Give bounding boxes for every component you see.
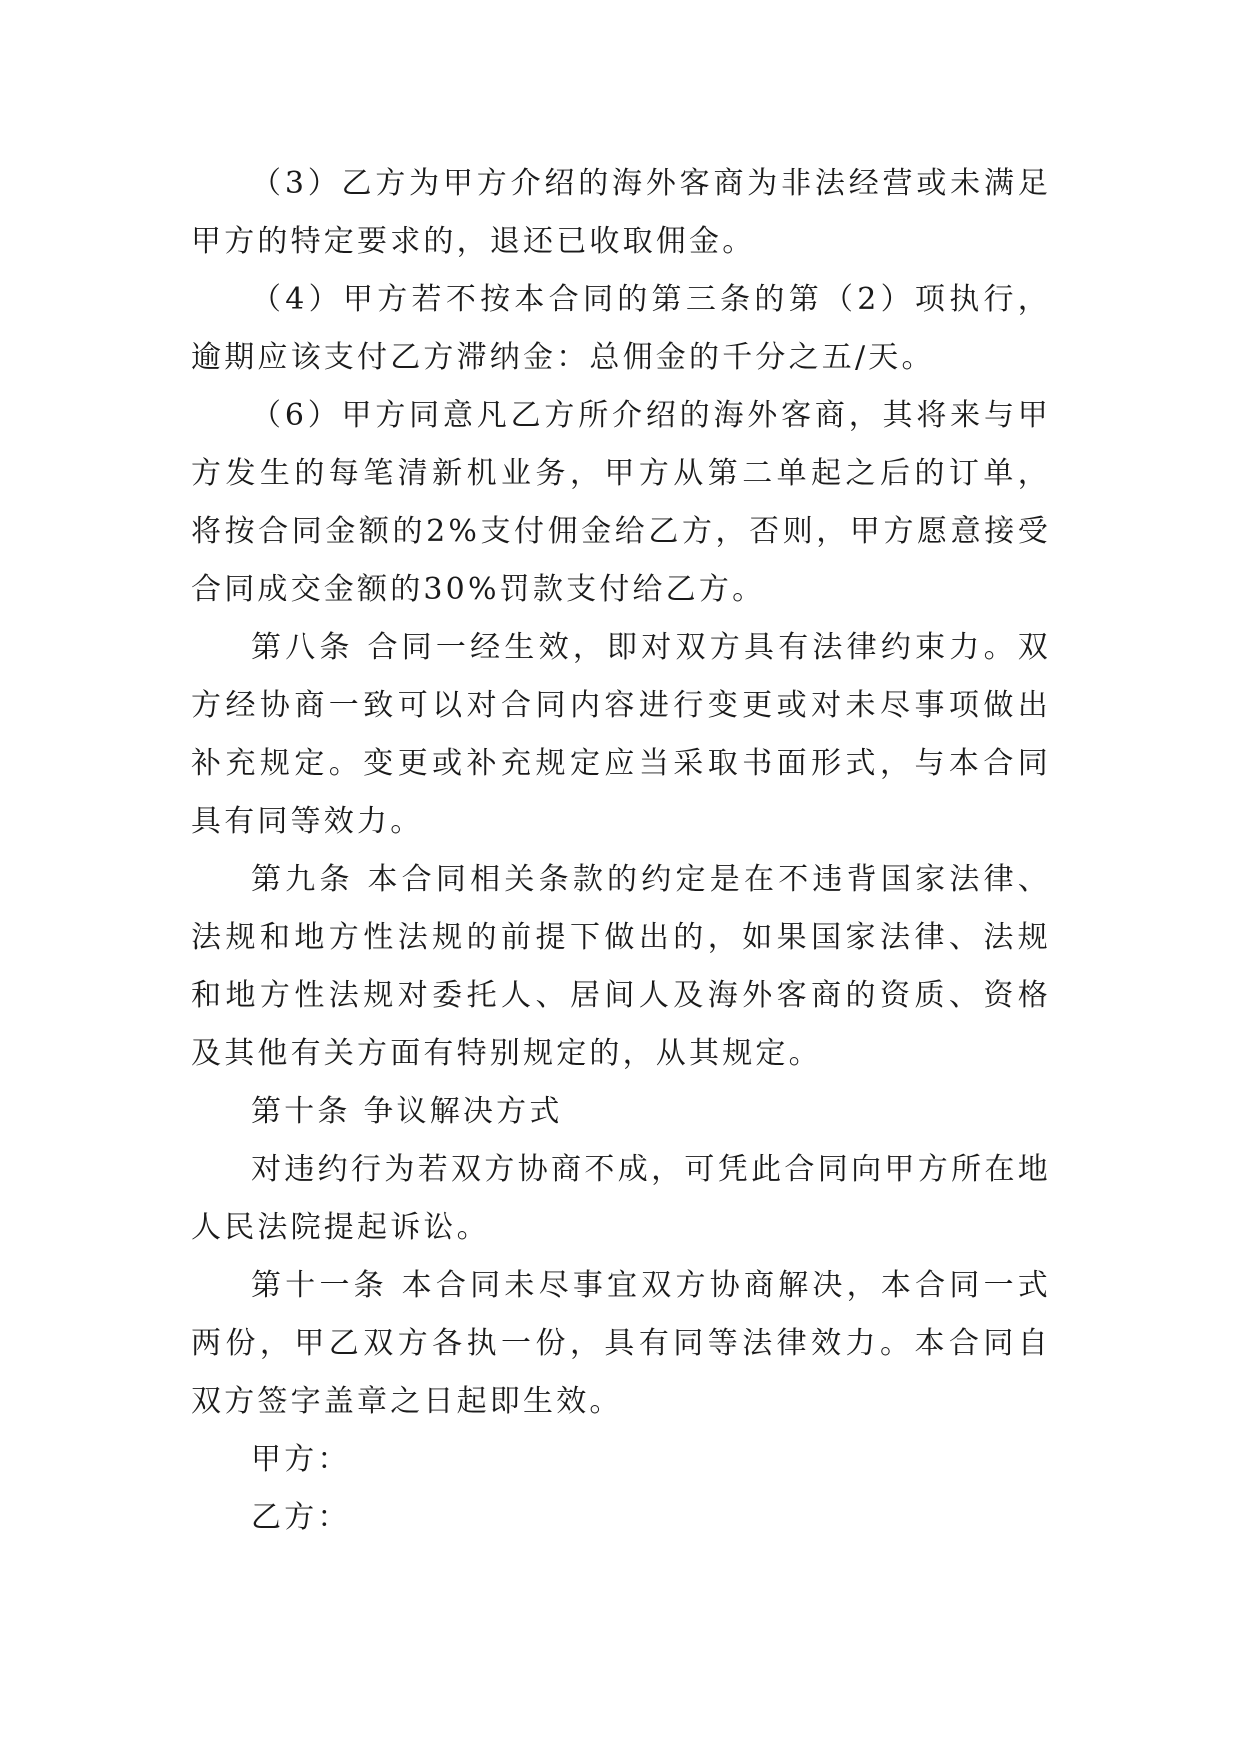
article-11-paragraph: 第十一条 本合同未尽事宜双方协商解决，本合同一式两份，甲乙双方各执一份，具有同等法律效力。本合同自双方签字盖章之日起即生效。 [191,1268,1051,1419]
article-9-paragraph: 第九条 本合同相关条款的约定是在不违背国家法律、法规和地方性法规的前提下做出的，如果国家法律、法规和地方性法规对委托人、居间人及海外客商的资质、资格及其他有关方面有特别规定的，从其规定。 [191,862,1051,1071]
clause-4-paragraph: （4）甲方若不按本合同的第三条的第（2）项执行，逾期应该支付乙方滞纳金：总佣金的千分之五/天。 [191,282,1051,375]
party-b-signature-line: 乙方： [251,1500,351,1535]
article-10-heading: 第十条 争议解决方式 [251,1094,563,1129]
document-body [191,155,1051,1547]
clause-3-paragraph: （3）乙方为甲方介绍的海外客商为非法经营或未满足甲方的特定要求的，退还已收取佣金。 [191,166,1051,259]
dispute-resolution-paragraph: 对违约行为若双方协商不成，可凭此合同向甲方所在地人民法院提起诉讼。 [191,1152,1051,1245]
article-8-paragraph: 第八条 合同一经生效，即对双方具有法律约束力。双方经协商一致可以对合同内容进行变更或对未尽事项做出补充规定。变更或补充规定应当采取书面形式，与本合同具有同等效力。 [191,630,1051,839]
party-a-signature-line: 甲方： [251,1442,351,1477]
clause-6-paragraph: （6）甲方同意凡乙方所介绍的海外客商，其将来与甲方发生的每笔清新机业务，甲方从第二单起之后的订单，将按合同金额的2%支付佣金给乙方，否则，甲方愿意接受合同成交金额的30%罚款支付给乙方。 [191,398,1051,607]
